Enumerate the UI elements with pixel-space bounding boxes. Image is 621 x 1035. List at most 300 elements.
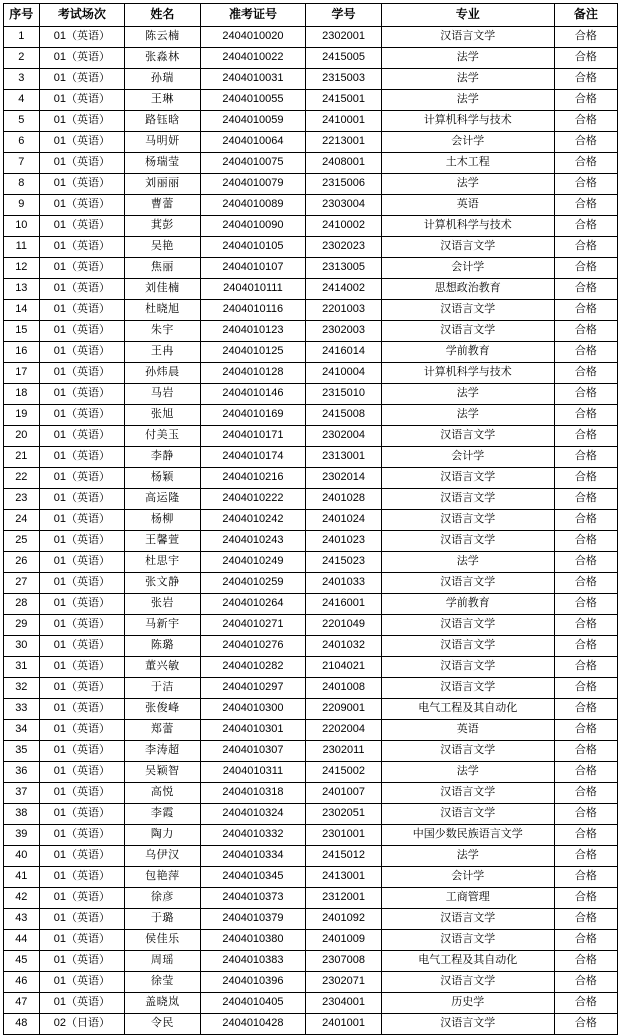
exam-results-table: [3, 3, 618, 1035]
cell-major: 土木工程: [381, 153, 554, 174]
cell-admit-number: 2404010332: [200, 825, 306, 846]
table-row: [4, 132, 618, 153]
cell-student-id: 2302001: [306, 27, 381, 48]
cell-major: 汉语言文学: [381, 489, 554, 510]
cell-remark: 合格: [554, 930, 617, 951]
cell-major: 汉语言文学: [381, 300, 554, 321]
cell-admit-number: 2404010169: [200, 405, 306, 426]
cell-major: 汉语言文学: [381, 531, 554, 552]
cell-session: 01（英语）: [39, 594, 125, 615]
cell-name: 于璐: [125, 909, 200, 930]
cell-name: 包艳萍: [125, 867, 200, 888]
column-header-admit-number: 准考证号: [200, 4, 306, 27]
cell-admit-number: 2404010123: [200, 321, 306, 342]
cell-admit-number: 2404010259: [200, 573, 306, 594]
cell-student-id: 2301001: [306, 825, 381, 846]
table-row: [4, 846, 618, 867]
table-row: [4, 888, 618, 909]
cell-seq: 30: [4, 636, 40, 657]
cell-seq: 28: [4, 594, 40, 615]
table-row: [4, 552, 618, 573]
cell-session: 01（英语）: [39, 363, 125, 384]
cell-remark: 合格: [554, 195, 617, 216]
cell-seq: 21: [4, 447, 40, 468]
cell-session: 01（英语）: [39, 48, 125, 69]
cell-major: 法学: [381, 762, 554, 783]
cell-seq: 48: [4, 1014, 40, 1035]
column-header-session: 考试场次: [39, 4, 125, 27]
cell-major: 汉语言文学: [381, 783, 554, 804]
cell-major: 法学: [381, 384, 554, 405]
cell-seq: 44: [4, 930, 40, 951]
cell-student-id: 2401032: [306, 636, 381, 657]
table-row: [4, 510, 618, 531]
cell-admit-number: 2404010089: [200, 195, 306, 216]
cell-major: 会计学: [381, 447, 554, 468]
cell-seq: 46: [4, 972, 40, 993]
cell-admit-number: 2404010373: [200, 888, 306, 909]
table-row: [4, 300, 618, 321]
cell-student-id: 2401023: [306, 531, 381, 552]
cell-seq: 41: [4, 867, 40, 888]
cell-remark: 合格: [554, 69, 617, 90]
cell-admit-number: 2404010297: [200, 678, 306, 699]
cell-session: 01（英语）: [39, 468, 125, 489]
cell-seq: 45: [4, 951, 40, 972]
cell-remark: 合格: [554, 384, 617, 405]
results-sheet: [0, 3, 621, 1035]
cell-name: 周瑶: [125, 951, 200, 972]
cell-admit-number: 2404010090: [200, 216, 306, 237]
cell-name: 乌伊汉: [125, 846, 200, 867]
cell-remark: 合格: [554, 972, 617, 993]
cell-session: 01（英语）: [39, 426, 125, 447]
cell-name: 令民: [125, 1014, 200, 1035]
cell-seq: 25: [4, 531, 40, 552]
cell-major: 计算机科学与技术: [381, 363, 554, 384]
cell-major: 汉语言文学: [381, 636, 554, 657]
cell-remark: 合格: [554, 405, 617, 426]
cell-session: 01（英语）: [39, 972, 125, 993]
cell-remark: 合格: [554, 573, 617, 594]
cell-student-id: 2410002: [306, 216, 381, 237]
cell-remark: 合格: [554, 993, 617, 1014]
cell-name: 张旭: [125, 405, 200, 426]
cell-name: 陈璐: [125, 636, 200, 657]
table-row: [4, 699, 618, 720]
cell-admit-number: 2404010031: [200, 69, 306, 90]
cell-admit-number: 2404010107: [200, 258, 306, 279]
cell-seq: 9: [4, 195, 40, 216]
cell-student-id: 2401024: [306, 510, 381, 531]
cell-admit-number: 2404010125: [200, 342, 306, 363]
cell-major: 汉语言文学: [381, 468, 554, 489]
cell-major: 汉语言文学: [381, 615, 554, 636]
cell-name: 董兴敏: [125, 657, 200, 678]
cell-remark: 合格: [554, 426, 617, 447]
cell-remark: 合格: [554, 1014, 617, 1035]
cell-student-id: 2401001: [306, 1014, 381, 1035]
cell-admit-number: 2404010380: [200, 930, 306, 951]
cell-student-id: 2302071: [306, 972, 381, 993]
cell-session: 01（英语）: [39, 888, 125, 909]
cell-name: 孙炜晨: [125, 363, 200, 384]
table-row: [4, 153, 618, 174]
cell-remark: 合格: [554, 846, 617, 867]
cell-student-id: 2315003: [306, 69, 381, 90]
cell-remark: 合格: [554, 762, 617, 783]
cell-major: 法学: [381, 90, 554, 111]
cell-admit-number: 2404010116: [200, 300, 306, 321]
cell-seq: 34: [4, 720, 40, 741]
cell-admit-number: 2404010171: [200, 426, 306, 447]
table-row: [4, 909, 618, 930]
cell-major: 计算机科学与技术: [381, 111, 554, 132]
cell-seq: 47: [4, 993, 40, 1014]
table-row: [4, 468, 618, 489]
cell-major: 历史学: [381, 993, 554, 1014]
cell-remark: 合格: [554, 468, 617, 489]
cell-student-id: 2401033: [306, 573, 381, 594]
cell-student-id: 2313001: [306, 447, 381, 468]
cell-name: 曹蕾: [125, 195, 200, 216]
table-row: [4, 804, 618, 825]
cell-name: 吴颖智: [125, 762, 200, 783]
cell-seq: 16: [4, 342, 40, 363]
cell-major: 汉语言文学: [381, 678, 554, 699]
cell-seq: 8: [4, 174, 40, 195]
cell-remark: 合格: [554, 27, 617, 48]
cell-session: 01（英语）: [39, 804, 125, 825]
cell-admit-number: 2404010022: [200, 48, 306, 69]
cell-admit-number: 2404010243: [200, 531, 306, 552]
cell-student-id: 2302011: [306, 741, 381, 762]
column-header-name: 姓名: [125, 4, 200, 27]
cell-session: 01（英语）: [39, 510, 125, 531]
cell-major: 汉语言文学: [381, 237, 554, 258]
cell-remark: 合格: [554, 174, 617, 195]
cell-remark: 合格: [554, 867, 617, 888]
cell-seq: 42: [4, 888, 40, 909]
table-row: [4, 195, 618, 216]
cell-name: 高悦: [125, 783, 200, 804]
cell-student-id: 2213001: [306, 132, 381, 153]
cell-session: 02（日语）: [39, 1014, 125, 1035]
table-row: [4, 321, 618, 342]
cell-session: 01（英语）: [39, 699, 125, 720]
cell-remark: 合格: [554, 279, 617, 300]
cell-seq: 14: [4, 300, 40, 321]
table-row: [4, 762, 618, 783]
cell-admit-number: 2404010249: [200, 552, 306, 573]
table-row: [4, 258, 618, 279]
cell-seq: 37: [4, 783, 40, 804]
cell-admit-number: 2404010428: [200, 1014, 306, 1035]
cell-student-id: 2401028: [306, 489, 381, 510]
table-row: [4, 972, 618, 993]
cell-session: 01（英语）: [39, 636, 125, 657]
cell-major: 汉语言文学: [381, 909, 554, 930]
cell-admit-number: 2404010264: [200, 594, 306, 615]
cell-name: 杜晓旭: [125, 300, 200, 321]
cell-student-id: 2401009: [306, 930, 381, 951]
table-row: [4, 594, 618, 615]
cell-admit-number: 2404010276: [200, 636, 306, 657]
cell-major: 电气工程及其自动化: [381, 699, 554, 720]
cell-admit-number: 2404010174: [200, 447, 306, 468]
cell-seq: 32: [4, 678, 40, 699]
cell-major: 汉语言文学: [381, 27, 554, 48]
cell-session: 01（英语）: [39, 951, 125, 972]
cell-session: 01（英语）: [39, 237, 125, 258]
cell-remark: 合格: [554, 825, 617, 846]
cell-major: 法学: [381, 69, 554, 90]
cell-remark: 合格: [554, 531, 617, 552]
cell-admit-number: 2404010300: [200, 699, 306, 720]
cell-remark: 合格: [554, 510, 617, 531]
cell-name: 刘丽丽: [125, 174, 200, 195]
cell-name: 徐莹: [125, 972, 200, 993]
cell-admit-number: 2404010128: [200, 363, 306, 384]
cell-remark: 合格: [554, 720, 617, 741]
cell-major: 英语: [381, 720, 554, 741]
cell-student-id: 2415002: [306, 762, 381, 783]
cell-remark: 合格: [554, 363, 617, 384]
cell-name: 盖晓岚: [125, 993, 200, 1014]
cell-name: 郑蕾: [125, 720, 200, 741]
cell-session: 01（英语）: [39, 258, 125, 279]
cell-student-id: 2408001: [306, 153, 381, 174]
table-row: [4, 1014, 618, 1035]
table-row: [4, 951, 618, 972]
table-row: [4, 825, 618, 846]
cell-remark: 合格: [554, 615, 617, 636]
cell-major: 汉语言文学: [381, 1014, 554, 1035]
cell-major: 法学: [381, 48, 554, 69]
cell-admit-number: 2404010301: [200, 720, 306, 741]
cell-major: 会计学: [381, 258, 554, 279]
cell-student-id: 2401007: [306, 783, 381, 804]
cell-major: 法学: [381, 552, 554, 573]
cell-admit-number: 2404010307: [200, 741, 306, 762]
cell-major: 工商管理: [381, 888, 554, 909]
cell-student-id: 2201003: [306, 300, 381, 321]
cell-major: 英语: [381, 195, 554, 216]
cell-admit-number: 2404010345: [200, 867, 306, 888]
cell-seq: 17: [4, 363, 40, 384]
table-row: [4, 111, 618, 132]
cell-admit-number: 2404010146: [200, 384, 306, 405]
cell-admit-number: 2404010055: [200, 90, 306, 111]
cell-student-id: 2415012: [306, 846, 381, 867]
cell-session: 01（英语）: [39, 321, 125, 342]
cell-seq: 36: [4, 762, 40, 783]
cell-remark: 合格: [554, 237, 617, 258]
cell-student-id: 2416014: [306, 342, 381, 363]
cell-name: 张岩: [125, 594, 200, 615]
cell-session: 01（英语）: [39, 762, 125, 783]
cell-name: 王琳: [125, 90, 200, 111]
cell-major: 学前教育: [381, 594, 554, 615]
cell-session: 01（英语）: [39, 909, 125, 930]
cell-session: 01（英语）: [39, 90, 125, 111]
cell-major: 计算机科学与技术: [381, 216, 554, 237]
cell-seq: 19: [4, 405, 40, 426]
cell-student-id: 2302051: [306, 804, 381, 825]
cell-student-id: 2304001: [306, 993, 381, 1014]
cell-admit-number: 2404010379: [200, 909, 306, 930]
cell-seq: 2: [4, 48, 40, 69]
cell-name: 路钰晗: [125, 111, 200, 132]
cell-remark: 合格: [554, 132, 617, 153]
cell-seq: 27: [4, 573, 40, 594]
cell-student-id: 2401008: [306, 678, 381, 699]
cell-student-id: 2415023: [306, 552, 381, 573]
cell-seq: 5: [4, 111, 40, 132]
cell-remark: 合格: [554, 153, 617, 174]
cell-major: 汉语言文学: [381, 426, 554, 447]
cell-remark: 合格: [554, 258, 617, 279]
cell-name: 张俊峰: [125, 699, 200, 720]
cell-major: 学前教育: [381, 342, 554, 363]
cell-remark: 合格: [554, 342, 617, 363]
cell-session: 01（英语）: [39, 447, 125, 468]
cell-session: 01（英语）: [39, 573, 125, 594]
cell-student-id: 2415001: [306, 90, 381, 111]
table-row: [4, 384, 618, 405]
cell-admit-number: 2404010396: [200, 972, 306, 993]
cell-seq: 18: [4, 384, 40, 405]
cell-session: 01（英语）: [39, 132, 125, 153]
cell-student-id: 2410001: [306, 111, 381, 132]
cell-major: 汉语言文学: [381, 804, 554, 825]
cell-remark: 合格: [554, 552, 617, 573]
cell-session: 01（英语）: [39, 111, 125, 132]
cell-student-id: 2201049: [306, 615, 381, 636]
table-row: [4, 27, 618, 48]
cell-name: 王冉: [125, 342, 200, 363]
cell-name: 朱宇: [125, 321, 200, 342]
cell-seq: 39: [4, 825, 40, 846]
cell-remark: 合格: [554, 678, 617, 699]
cell-admit-number: 2404010059: [200, 111, 306, 132]
cell-session: 01（英语）: [39, 384, 125, 405]
cell-name: 马明妍: [125, 132, 200, 153]
table-row: [4, 426, 618, 447]
cell-admit-number: 2404010311: [200, 762, 306, 783]
cell-admit-number: 2404010318: [200, 783, 306, 804]
cell-seq: 7: [4, 153, 40, 174]
cell-session: 01（英语）: [39, 153, 125, 174]
table-row: [4, 741, 618, 762]
cell-admit-number: 2404010105: [200, 237, 306, 258]
cell-seq: 23: [4, 489, 40, 510]
cell-seq: 35: [4, 741, 40, 762]
table-row: [4, 342, 618, 363]
cell-name: 李霞: [125, 804, 200, 825]
cell-admit-number: 2404010271: [200, 615, 306, 636]
cell-student-id: 2302014: [306, 468, 381, 489]
cell-session: 01（英语）: [39, 741, 125, 762]
cell-remark: 合格: [554, 636, 617, 657]
cell-name: 杜思宇: [125, 552, 200, 573]
cell-session: 01（英语）: [39, 69, 125, 90]
cell-name: 萁彭: [125, 216, 200, 237]
cell-student-id: 2414002: [306, 279, 381, 300]
cell-name: 马岩: [125, 384, 200, 405]
cell-name: 陈云楠: [125, 27, 200, 48]
cell-seq: 11: [4, 237, 40, 258]
cell-major: 中国少数民族语言文学: [381, 825, 554, 846]
cell-session: 01（英语）: [39, 300, 125, 321]
table-row: [4, 237, 618, 258]
cell-admit-number: 2404010216: [200, 468, 306, 489]
cell-session: 01（英语）: [39, 531, 125, 552]
cell-major: 汉语言文学: [381, 741, 554, 762]
cell-name: 杨瑞莹: [125, 153, 200, 174]
cell-session: 01（英语）: [39, 342, 125, 363]
cell-major: 汉语言文学: [381, 321, 554, 342]
table-row: [4, 930, 618, 951]
cell-admit-number: 2404010075: [200, 153, 306, 174]
cell-session: 01（英语）: [39, 27, 125, 48]
cell-session: 01（英语）: [39, 489, 125, 510]
cell-session: 01（英语）: [39, 678, 125, 699]
table-row: [4, 174, 618, 195]
cell-name: 焦丽: [125, 258, 200, 279]
cell-seq: 43: [4, 909, 40, 930]
column-header-seq: 序号: [4, 4, 40, 27]
cell-student-id: 2302003: [306, 321, 381, 342]
cell-student-id: 2302023: [306, 237, 381, 258]
cell-seq: 10: [4, 216, 40, 237]
table-row: [4, 636, 618, 657]
cell-name: 王馨萱: [125, 531, 200, 552]
table-row: [4, 48, 618, 69]
cell-seq: 22: [4, 468, 40, 489]
cell-student-id: 2209001: [306, 699, 381, 720]
table-row: [4, 447, 618, 468]
cell-admit-number: 2404010222: [200, 489, 306, 510]
cell-name: 杨颖: [125, 468, 200, 489]
cell-admit-number: 2404010334: [200, 846, 306, 867]
cell-admit-number: 2404010405: [200, 993, 306, 1014]
cell-major: 电气工程及其自动化: [381, 951, 554, 972]
table-row: [4, 363, 618, 384]
cell-remark: 合格: [554, 48, 617, 69]
cell-student-id: 2313005: [306, 258, 381, 279]
cell-session: 01（英语）: [39, 615, 125, 636]
cell-remark: 合格: [554, 804, 617, 825]
cell-session: 01（英语）: [39, 216, 125, 237]
cell-name: 张淼林: [125, 48, 200, 69]
cell-student-id: 2410004: [306, 363, 381, 384]
cell-student-id: 2307008: [306, 951, 381, 972]
cell-name: 于洁: [125, 678, 200, 699]
cell-major: 汉语言文学: [381, 657, 554, 678]
cell-major: 汉语言文学: [381, 930, 554, 951]
cell-admit-number: 2404010383: [200, 951, 306, 972]
cell-remark: 合格: [554, 321, 617, 342]
cell-seq: 26: [4, 552, 40, 573]
cell-seq: 40: [4, 846, 40, 867]
cell-name: 刘佳楠: [125, 279, 200, 300]
table-row: [4, 720, 618, 741]
cell-session: 01（英语）: [39, 993, 125, 1014]
cell-student-id: 2202004: [306, 720, 381, 741]
cell-remark: 合格: [554, 90, 617, 111]
cell-remark: 合格: [554, 951, 617, 972]
